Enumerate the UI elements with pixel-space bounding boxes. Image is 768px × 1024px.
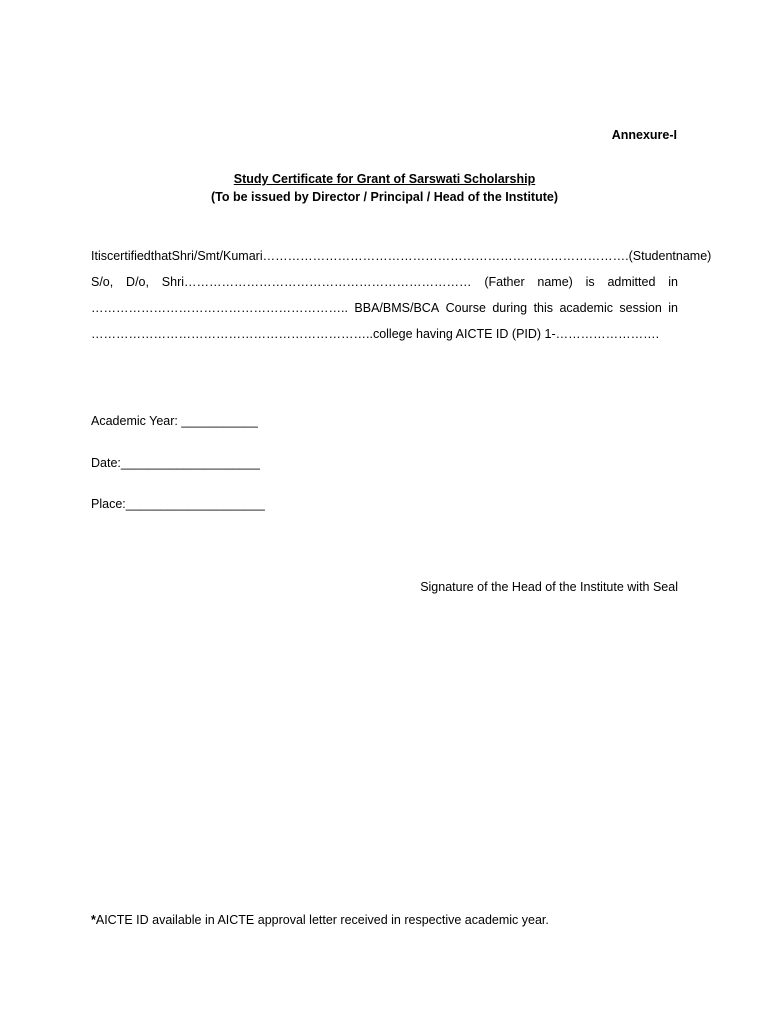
body-word: name) xyxy=(537,275,573,289)
footnote xyxy=(91,913,549,927)
father-name-blank: Shri…………………………………………………………… xyxy=(161,275,472,289)
body-word: certified xyxy=(106,249,151,263)
college-aicte-line: …………………………………………………………..college having AICTE ID (PID) 1-……………………. xyxy=(91,327,660,341)
body-word: admitted xyxy=(607,275,656,289)
body-word: (Student xyxy=(628,249,676,263)
body-word: name) xyxy=(675,249,712,263)
body-word: is xyxy=(585,275,595,289)
body-word: (Father xyxy=(484,275,525,289)
body-word: Course xyxy=(445,301,486,315)
academic-year-field: Academic Year: ___________ xyxy=(91,414,258,428)
body-word: during xyxy=(492,301,528,315)
body-word: in xyxy=(668,275,678,289)
body-line-2 xyxy=(91,269,678,295)
body-word: that xyxy=(150,249,172,263)
place-field: Place:____________________ xyxy=(91,497,265,511)
certificate-title: Study Certificate for Grant of Sarswati Scholarship xyxy=(233,172,536,186)
body-word: is xyxy=(97,249,107,263)
body-word: Shri/Smt/Kumari xyxy=(171,249,263,263)
body-word: It xyxy=(91,249,98,263)
body-word: in xyxy=(668,301,678,315)
date-field: Date:____________________ xyxy=(91,456,260,470)
body-line-1 xyxy=(91,243,712,269)
body-line-3 xyxy=(91,295,678,321)
title-block xyxy=(91,170,678,206)
body-word: BBA/BMS/BCA xyxy=(354,301,440,315)
body-word: S/o, xyxy=(91,275,114,289)
annexure-label: Annexure-I xyxy=(611,128,677,142)
body-word: session xyxy=(619,301,662,315)
certificate-body xyxy=(91,243,712,347)
student-name-blank: ……………………………………………………………………………. xyxy=(262,249,629,263)
body-line-4 xyxy=(91,321,678,347)
footnote-text: AICTE ID available in AICTE approval letter received in respective academic year. xyxy=(95,913,549,927)
body-word: this xyxy=(533,301,554,315)
certificate-subtitle: (To be issued by Director / Principal / Head of the Institute) xyxy=(210,190,559,204)
footnote-asterisk: * xyxy=(91,913,96,927)
institute-blank: …………………………………………………….. xyxy=(91,301,348,315)
signature-label: Signature of the Head of the Institute with Seal xyxy=(420,580,678,594)
body-word: academic xyxy=(559,301,613,315)
body-word: D/o, xyxy=(126,275,149,289)
